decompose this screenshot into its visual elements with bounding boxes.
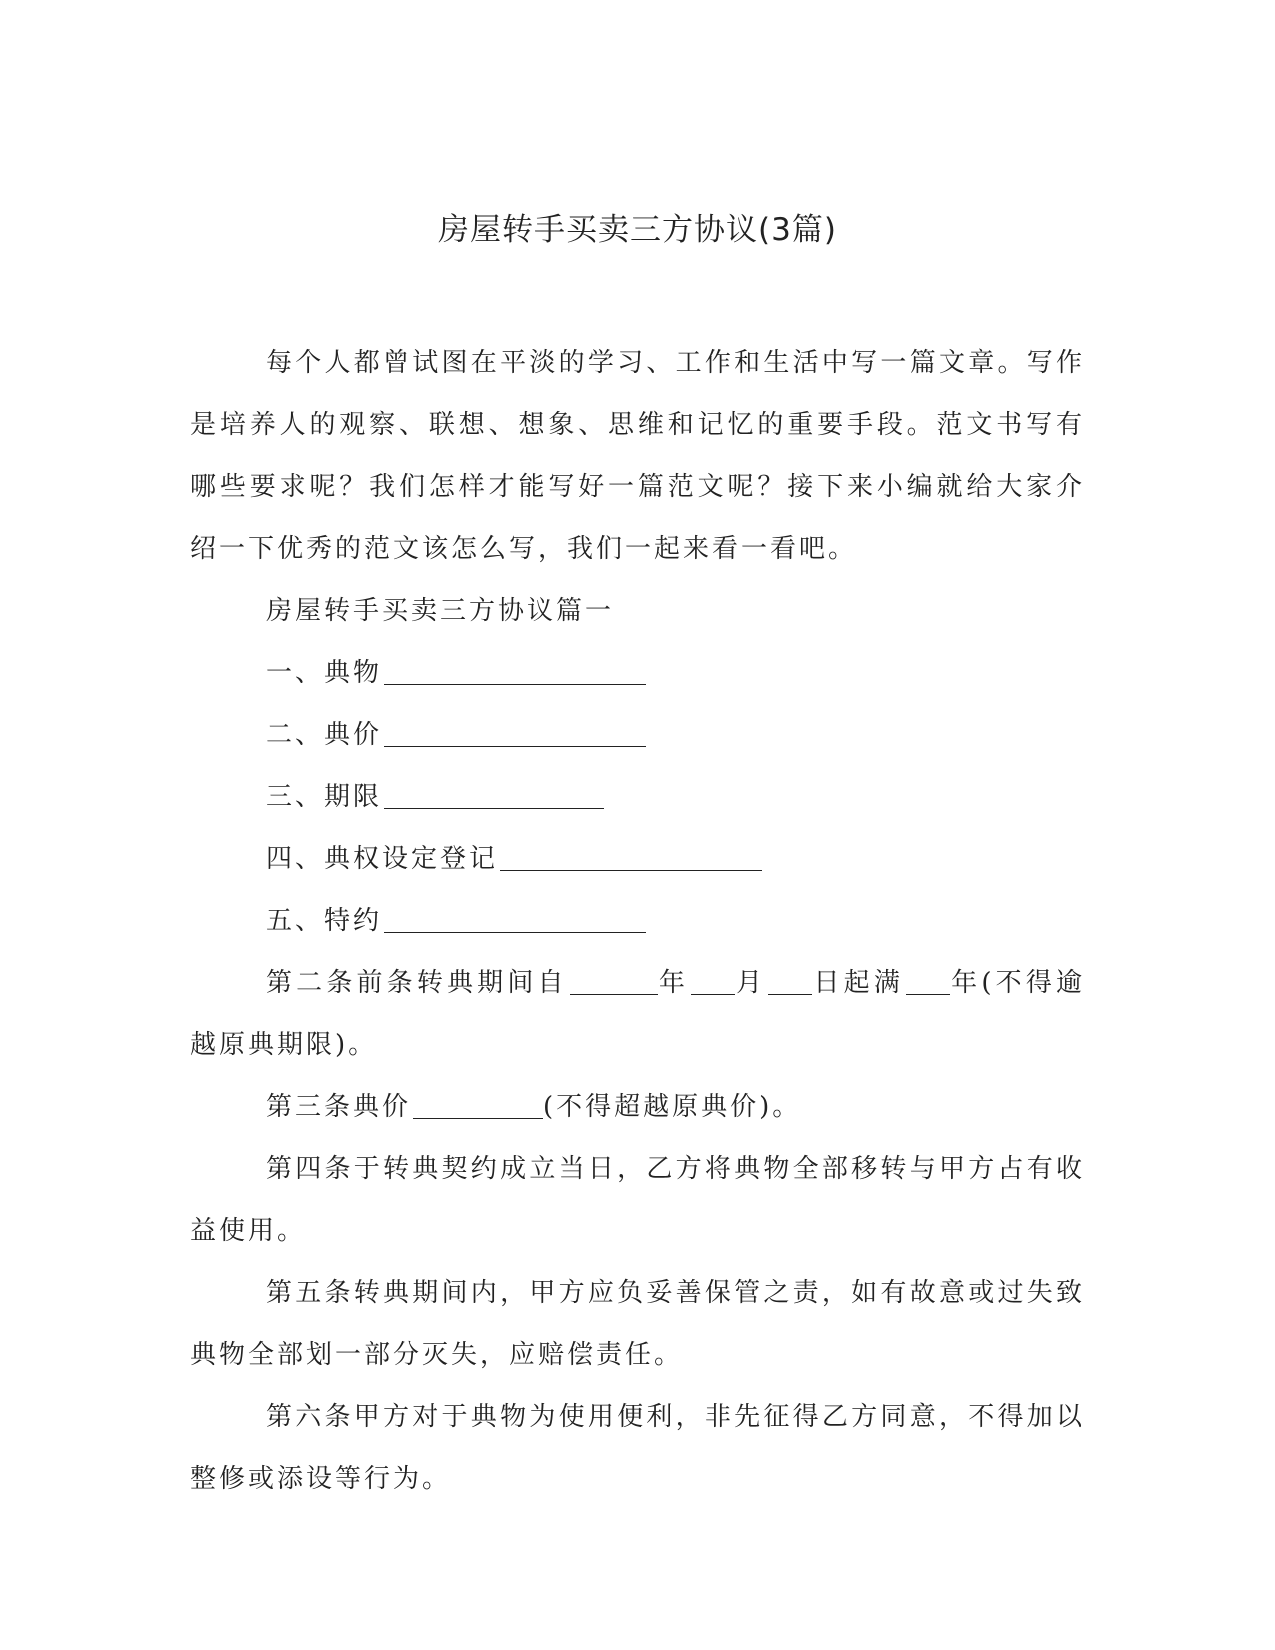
article-4: 第四条于转典契约成立当日，乙方将典物全部移转与甲方占有收益使用。	[190, 1154, 1085, 1246]
blank-line	[768, 968, 812, 995]
blank-line	[500, 844, 762, 871]
clause-label: 二、典价	[266, 720, 383, 750]
article-2	[190, 952, 1085, 1076]
clause-item-2	[190, 704, 1085, 766]
clause-item-3	[190, 766, 1085, 828]
clause-item-4	[190, 828, 1085, 890]
article-2-text: 第二条前条转典期间自	[266, 968, 568, 998]
blank-line	[384, 906, 646, 933]
document-title: 房屋转手买卖三方协议(3篇)	[438, 212, 837, 248]
blank-line	[384, 658, 646, 685]
section-heading: 房屋转手买卖三方协议篇一	[266, 596, 615, 626]
clause-label: 一、典物	[266, 658, 383, 688]
blank-line	[906, 968, 950, 995]
article-6: 第六条甲方对于典物为使用便利，非先征得乙方同意，不得加以整修或添设等行为。	[190, 1402, 1085, 1494]
article-2-tail: 年(不得逾越原典期限)。	[190, 968, 1085, 1060]
intro-paragraph: 每个人都曾试图在平淡的学习、工作和生活中写一篇文章。写作是培养人的观察、联想、想象、思维和记忆的重要手段。范文书写有哪些要求呢？我们怎样才能写好一篇范文呢？接下来小编就给大家介绍一下优秀的范文该怎么写，我们一起来看一看吧。	[190, 348, 1085, 564]
clause-label: 五、特约	[266, 906, 383, 936]
clause-label: 四、典权设定登记	[266, 844, 499, 874]
blank-line	[691, 968, 735, 995]
blank-line	[570, 968, 658, 995]
article-3-text: 第三条典价	[266, 1092, 412, 1122]
article-5: 第五条转典期间内，甲方应负妥善保管之责，如有故意或过失致典物全部划一部分灭失，应赔偿责任。	[190, 1278, 1085, 1370]
blank-line	[384, 720, 646, 747]
document-body	[190, 332, 1085, 1510]
article-2-year: 年	[657, 968, 689, 998]
clause-item-5	[190, 890, 1085, 952]
article-2-day: 日起满	[812, 968, 905, 998]
clause-item-1	[190, 642, 1085, 704]
article-2-month: 月	[735, 968, 767, 998]
clause-label: 三、期限	[266, 782, 383, 812]
blank-line	[384, 782, 604, 809]
article-3	[190, 1076, 1085, 1138]
blank-line	[413, 1092, 543, 1119]
article-3-tail: (不得超越原典价)。	[543, 1092, 802, 1122]
